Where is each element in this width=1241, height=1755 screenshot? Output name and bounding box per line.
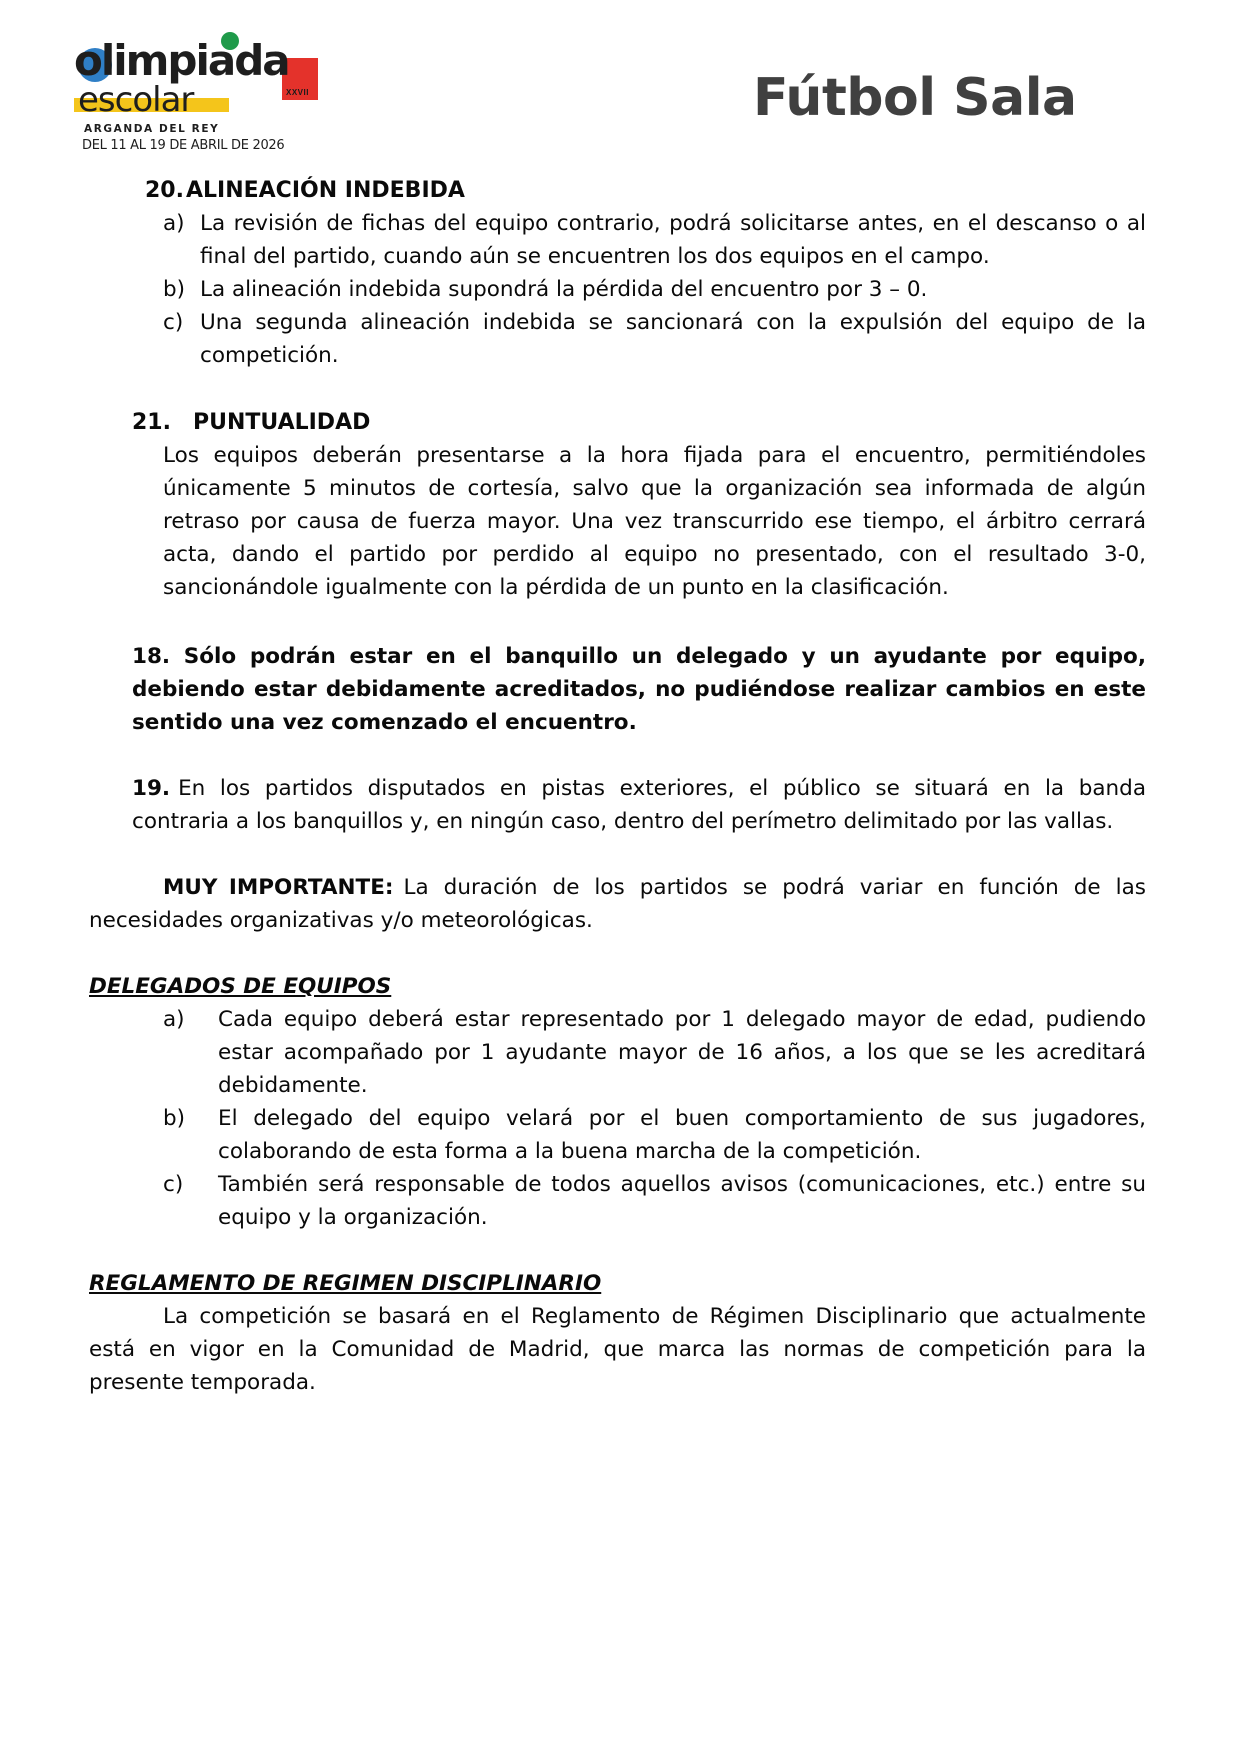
olimpiada-escolar-logo [74,30,324,155]
section-20-heading [145,174,465,207]
important-text: La duración de los partidos se podrá variar en función de las [403,875,1146,900]
important-text: necesidades organizativas y/o meteorológicas. [89,908,593,933]
section-number: 21. [132,410,171,435]
paragraph-line: únicamente 5 minutos de cortesía, salvo que la organización sea informada de algún [163,476,1146,501]
list-item-text: También será responsable de todos aquellos avisos (comunicaciones, etc.) entre su [218,1172,1146,1197]
list-item-text: competición. [200,343,339,368]
list-item-text: colaborando de esta forma a la buena marcha de la competición. [218,1139,922,1164]
list-item-text: La revisión de fichas del equipo contrario, podrá solicitarse antes, en el descanso o al [200,211,1146,236]
paragraph-line: retraso por causa de fuerza mayor. Una vez transcurrido ese tiempo, el árbitro cerrará [163,509,1146,534]
reglamento-heading: REGLAMENTO DE REGIMEN DISCIPLINARIO [89,1271,602,1296]
list-label: b) [163,1106,186,1131]
section-number: 20. [145,178,184,203]
list-item-text: El delegado del equipo velará por el buen comportamiento de sus jugadores, [218,1106,1146,1131]
rule-text: En los partidos disputados en pistas exteriores, el público se situará en la banda [178,776,1146,801]
section-21-heading [132,406,370,439]
rule-19-line [132,772,1146,805]
section-title: ALINEACIÓN INDEBIDA [185,178,465,203]
list-label: b) [163,277,186,302]
logo-city: ARGANDA DEL REY [84,123,220,135]
section-title: PUNTUALIDAD [192,410,371,435]
list-item-text: final del partido, cuando aún se encuentren los dos equipos en el campo. [200,244,990,269]
rule-18-line: 18. Sólo podrán estar en el banquillo un delegado y un ayudante por equipo, [132,644,1146,669]
list-item-text: La alineación indebida supondrá la pérdida del encuentro por 3 – 0. [200,277,928,302]
delegados-heading: DELEGADOS DE EQUIPOS [89,974,392,999]
list-label: c) [163,1172,184,1197]
rule-18-line: sentido una vez comenzado el encuentro. [132,710,637,735]
list-item-text: Cada equipo deberá estar representado por 1 delegado mayor de edad, pudiendo [218,1007,1146,1032]
logo-edition: XXVII [286,88,309,97]
paragraph-line: La competición se basará en el Reglamento de Régimen Disciplinario que actualmente [163,1304,1146,1329]
logo-word-escolar: escolar [78,80,194,120]
logo-dates: DEL 11 AL 19 DE ABRIL DE 2026 [82,138,285,153]
list-item-text: Una segunda alineación indebida se sancionará con la expulsión del equipo de la [200,310,1146,335]
important-note [163,871,1146,904]
rule-number: 19. [132,776,171,801]
rule-19-line: contraria a los banquillos y, en ningún caso, dentro del perímetro delimitado por las vallas. [132,809,1114,834]
list-item-text: estar acompañado por 1 ayudante mayor de 16 años, a los que se les acreditará [218,1040,1146,1065]
list-label: a) [163,211,185,236]
important-label: MUY IMPORTANTE: [163,875,394,900]
logo-word-olimpiada: olimpiada [74,36,289,85]
list-label: a) [163,1007,185,1032]
page-title: Fútbol Sala [753,68,1077,128]
paragraph-line: acta, dando el partido por perdido al equipo no presentado, con el resultado 3-0, [163,542,1146,567]
paragraph-line: Los equipos deberán presentarse a la hora fijada para el encuentro, permitiéndoles [163,443,1146,468]
paragraph-line: sancionándole igualmente con la pérdida de un punto en la clasificación. [163,575,949,600]
list-item-text: equipo y la organización. [218,1205,488,1230]
paragraph-line: presente temporada. [89,1370,316,1395]
list-label: c) [163,310,184,335]
rule-18-line: debiendo estar debidamente acreditados, no pudiéndose realizar cambios en este [132,677,1146,702]
paragraph-line: está en vigor en la Comunidad de Madrid, que marca las normas de competición para la [89,1337,1146,1362]
list-item-text: debidamente. [218,1073,368,1098]
